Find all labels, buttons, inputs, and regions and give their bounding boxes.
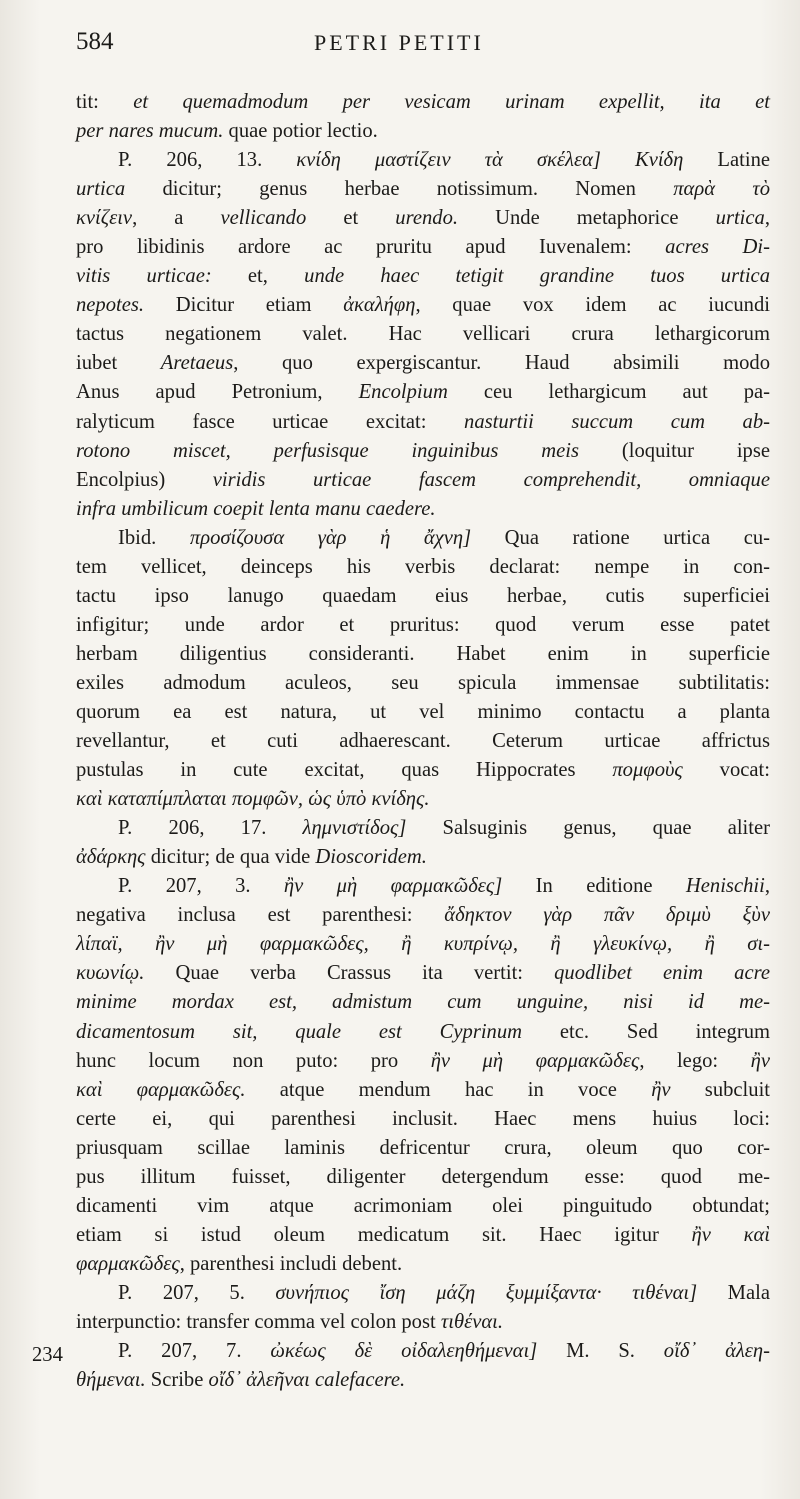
text-line: priusquam scillae laminis defricentur crura, oleum quo cor- — [76, 1136, 770, 1159]
text-line: minime mordax est, admistum cum unguine, nisi id me- — [76, 991, 770, 1014]
text-line: nepotes. Dicitur etiam ἀκαλήφη, quae vox idem ac iucundi — [76, 294, 770, 317]
text-line: καὶ καταπίμπλαται πομφῶν, ὡς ὑπὸ κνίδης. — [76, 788, 430, 811]
text-line: P. 207, 3. ἢν μὴ φαρμακῶδες] In editione Henischii, — [118, 875, 770, 898]
text-line: Anus apud Petronium, Encolpium ceu lethargicum aut pa- — [76, 381, 770, 404]
text-line: negativa inclusa est parenthesi: ἄδηκτον γὰρ πᾶν δριμὺ ξὺν — [76, 904, 770, 927]
running-title: PETRI PETITI — [314, 30, 484, 55]
text-line: tit: et quemadmodum per vesicam urinam expellit, ita et — [76, 91, 770, 113]
text-line: κνίζειν, a vellicando et urendo. Unde metaphorice urtica, — [76, 207, 770, 230]
text-line: pus illitum fuisset, diligenter detergendum esse: quod me- — [76, 1165, 770, 1188]
text-line: P. 207, 7. ὠκέως δὲ οἰδαλεηθήμεναι] M. S. οἴδ᾽ ἀλεη- — [118, 1340, 770, 1363]
text-line: ἀδάρκης dicitur; de qua vide Dioscoridem. — [76, 846, 427, 869]
text-line: etiam si istud oleum medicatum sit. Haec igitur ἢν καὶ — [76, 1223, 771, 1246]
text-line: φαρμακῶδες, parenthesi includi debent. — [76, 1252, 403, 1275]
text-line: quorum ea est natura, ut vel minimo contactu a planta — [76, 700, 770, 723]
text-line: λίπαϊ, ἢν μὴ φαρμακῶδες, ἢ κυπρίνῳ, ἢ γλευκίνῳ, ἢ σι- — [76, 933, 770, 956]
text-line: tem vellicet, deinceps his verbis declarat: nempe in con- — [76, 555, 770, 578]
text-line: dicamentosum sit, quale est Cyprinum etc. Sed integrum — [76, 1020, 771, 1043]
text-line: dicamenti vim atque acrimoniam olei pinguitudo obtundat; — [76, 1194, 770, 1217]
text-line: κυωνίῳ. Quae verba Crassus ita vertit: quodlibet enim acre — [76, 962, 770, 985]
page-header — [76, 28, 782, 64]
text-line: hunc locum non puto: pro ἢν μὴ φαρμακῶδες, lego: ἢν — [76, 1049, 770, 1072]
text-line: exiles admodum aculeos, seu spicula immensae subtilitatis: — [76, 671, 770, 694]
text-line: certe ei, qui parenthesi inclusit. Haec mens huius loci: — [76, 1107, 770, 1130]
page-number: 584 — [76, 28, 114, 55]
text-line: tactu ipso lanugo quaedam eius herbae, cutis superficiei — [76, 584, 770, 607]
text-line: θήμεναι. Scribe οἴδ᾽ ἀλεῆναι calefacere. — [76, 1369, 406, 1392]
text-line: per nares mucum. quae potior lectio. — [76, 120, 378, 143]
text-line: iubet Aretaeus, quo expergiscantur. Haud absimili modo — [76, 352, 770, 375]
text-line: Encolpius) viridis urticae fascem comprehendit, omniaque — [76, 468, 770, 491]
text-line: interpunctio: transfer comma vel colon post τιθέναι. — [76, 1310, 504, 1333]
text-line: Ibid. προσίζουσα γὰρ ἡ ἄχνη] Qua ratione urtica cu- — [118, 526, 770, 549]
text-line: P. 206, 17. λημνιστίδος] Salsuginis genus, quae aliter — [118, 817, 771, 840]
text-line: pro libidinis ardore ac pruritu apud Iuvenalem: acres Di- — [76, 236, 770, 259]
text-line: P. 207, 5. συνήπιος ἴση μάζη ξυμμίξαντα· τιθέναι] Mala — [118, 1281, 770, 1304]
body-text — [76, 88, 770, 1395]
text-line: tactus negationem valet. Hac vellicari crura lethargicorum — [76, 323, 770, 346]
text-line: infra umbilicum coepit lenta manu caedere. — [76, 497, 436, 520]
text-line: infigitur; unde ardor et pruritus: quod verum esse patet — [76, 613, 770, 636]
text-line: pustulas in cute excitat, quas Hippocrates πομφοὺς vocat: — [76, 759, 770, 782]
text-line: vitis urticae: et, unde haec tetigit grandine tuos urtica — [76, 265, 770, 288]
margin-number: 234 — [32, 1344, 63, 1366]
text-line: revellantur, et cuti adhaerescant. Ceterum urticae affrictus — [76, 730, 770, 753]
text-line: ralyticum fasce urticae excitat: nasturtii succum cum ab- — [76, 410, 770, 433]
text-line: rotono miscet, perfusisque inguinibus meis (loquitur ipse — [76, 439, 770, 462]
text-line: P. 206, 13. κνίδη μαστίζειν τὰ σκέλεα] Κνίδη Latine — [118, 149, 771, 172]
text-line: herbam diligentius consideranti. Habet enim in superficie — [76, 642, 770, 665]
text-line: καὶ φαρμακῶδες. atque mendum hac in voce ἢν subcluit — [76, 1078, 771, 1101]
text-line: urtica dicitur; genus herbae notissimum. Nomen παρὰ τὸ — [76, 178, 770, 201]
